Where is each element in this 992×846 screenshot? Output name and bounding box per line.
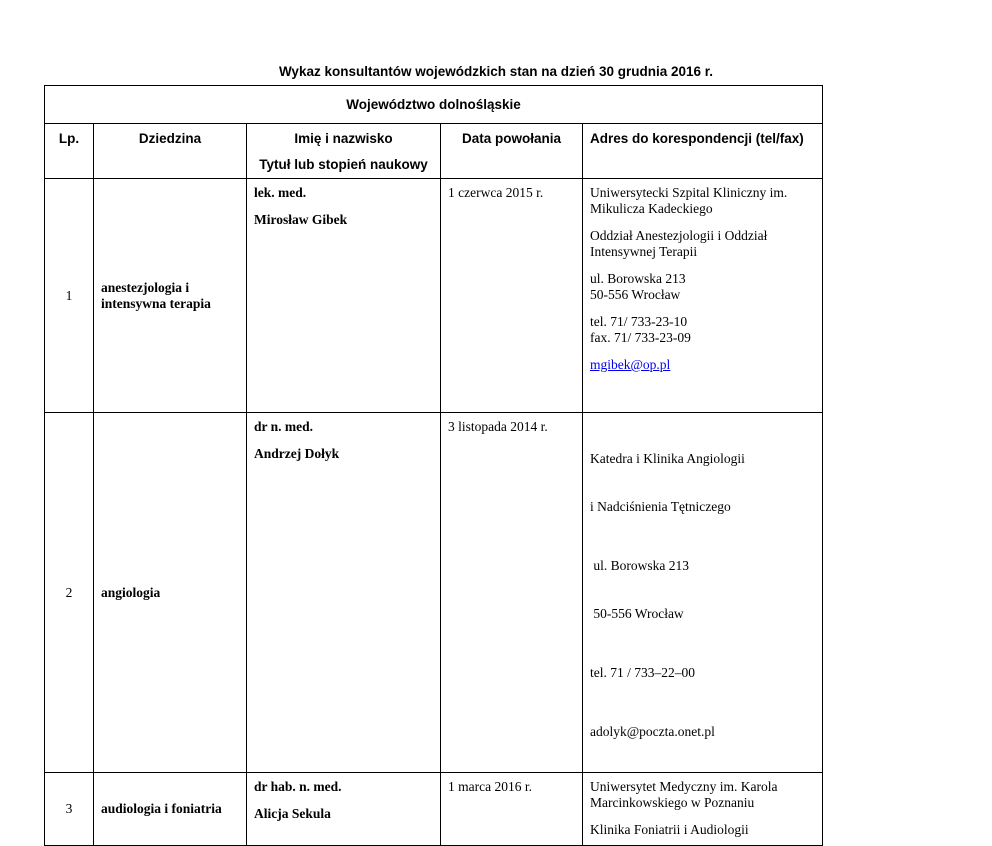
address-institution: Katedra i Klinika Angiologii [590, 451, 745, 466]
header-name-label: Imię i nazwisko [294, 131, 393, 146]
header-date: Data powołania [441, 124, 583, 179]
address-tel: tel. 71 / 733–22–00 [590, 665, 695, 680]
person-name: Alicja Sekula [254, 806, 331, 821]
address-institution: Uniwersytecki Szpital Kliniczny im. Mikulicza Kadeckiego [590, 185, 788, 216]
address-institution-line2: i Nadciśnienia Tętniczego [590, 499, 731, 514]
row-date: 3 listopada 2014 r. [441, 413, 583, 773]
person-degree: dr hab. n. med. [254, 779, 342, 794]
table-row [45, 773, 823, 846]
address-institution: Uniwersytet Medyczny im. Karola Marcinkowskiego w Poznaniu [590, 779, 778, 810]
row-address [583, 179, 823, 413]
row-number: 1 [45, 179, 94, 413]
table-row [45, 179, 823, 413]
address-department: Oddział Anestezjologii i Oddział Intensywnej Terapii [590, 228, 768, 259]
row-field: anestezjologia i intensywna terapia [94, 179, 247, 413]
region-heading: Województwo dolnośląskie [45, 86, 823, 124]
consultants-table [44, 85, 823, 846]
header-degree-label: Tytuł lub stopień naukowy [259, 157, 428, 172]
header-name [247, 124, 441, 179]
row-field: audiologia i foniatria [94, 773, 247, 846]
region-row [45, 86, 823, 124]
person-degree: dr n. med. [254, 419, 314, 434]
address-email: adolyk@poczta.onet.pl [590, 724, 715, 739]
header-row [45, 124, 823, 179]
row-date: 1 czerwca 2015 r. [441, 179, 583, 413]
header-lp: Lp. [45, 124, 94, 179]
row-number: 2 [45, 413, 94, 773]
row-person [247, 413, 441, 773]
person-degree: lek. med. [254, 185, 307, 200]
row-date: 1 marca 2016 r. [441, 773, 583, 846]
row-person [247, 773, 441, 846]
row-person [247, 179, 441, 413]
row-address [583, 773, 823, 846]
address-city: 50-556 Wrocław [590, 606, 684, 621]
person-name: Mirosław Gibek [254, 212, 348, 227]
address-street: ul. Borowska 213 [590, 271, 686, 286]
table-row [45, 413, 823, 773]
address-city: 50-556 Wrocław [590, 287, 681, 302]
row-address [583, 413, 823, 773]
address-department: Klinika Foniatrii i Audiologii [590, 822, 749, 837]
email-link[interactable]: mgibek@op.pl [590, 357, 671, 372]
row-field: angiologia [94, 413, 247, 773]
address-tel: tel. 71/ 733-23-10 [590, 314, 688, 329]
person-name: Andrzej Dołyk [254, 446, 340, 461]
header-address: Adres do korespondencji (tel/fax) [583, 124, 823, 179]
address-street: ul. Borowska 213 [590, 558, 689, 573]
row-number: 3 [45, 773, 94, 846]
header-field: Dziedzina [94, 124, 247, 179]
document-title: Wykaz konsultantów wojewódzkich stan na dzień 30 grudnia 2016 r. [278, 64, 714, 79]
address-fax: fax. 71/ 733-23-09 [590, 330, 691, 345]
